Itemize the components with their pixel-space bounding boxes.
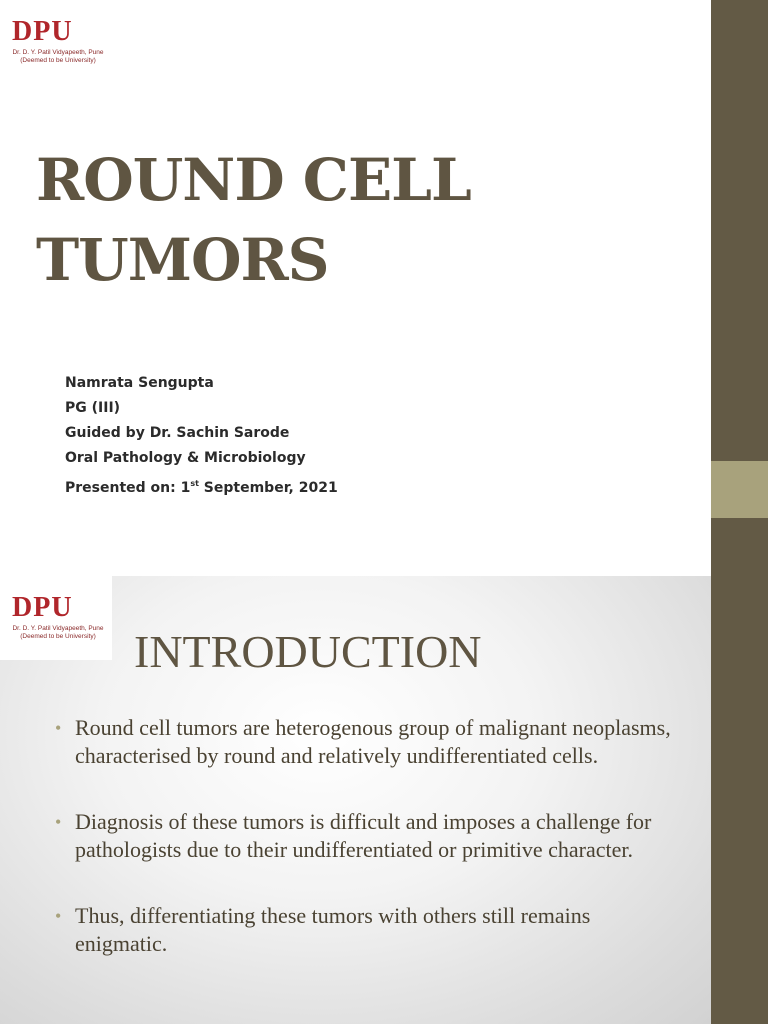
bullet-icon: • xyxy=(55,718,62,738)
bullet-text: Diagnosis of these tumors is difficult and imposes a challenge for pathologists due to their undifferentiated or primitive character. xyxy=(75,809,652,862)
presenter-level: PG (III) xyxy=(65,400,121,416)
bullet-icon: • xyxy=(55,812,62,832)
bullet-item xyxy=(55,714,675,770)
logo-mark: DPU xyxy=(12,16,73,47)
logo-line-2: (Deemed to be University) xyxy=(20,633,96,640)
dpu-logo xyxy=(0,576,112,660)
dpu-logo xyxy=(0,0,112,84)
logo-line-1: Dr. D. Y. Patil Vidyapeeth, Pune xyxy=(12,49,104,56)
date-suffix: September, 2021 xyxy=(198,480,338,496)
bullet-list xyxy=(55,714,675,958)
bullet-item xyxy=(55,808,675,864)
logo-line-1: Dr. D. Y. Patil Vidyapeeth, Pune xyxy=(12,625,104,632)
date-ordinal: st xyxy=(190,479,199,488)
slide-title: INTRODUCTION xyxy=(134,626,482,677)
presenter-info xyxy=(65,371,338,496)
introduction-slide xyxy=(0,576,711,1024)
logo-mark: DPU xyxy=(12,592,73,623)
date-prefix: Presented on: 1 xyxy=(65,480,191,496)
title-line-1: ROUND CELL xyxy=(36,146,471,214)
bullet-item xyxy=(55,902,675,958)
bullet-text: Round cell tumors are heterogenous group of malignant neoplasms, characterised by round and relatively undifferentiated cells. xyxy=(75,715,671,768)
logo-line-2: (Deemed to be University) xyxy=(20,57,96,64)
presentation-date xyxy=(65,471,338,496)
bullet-icon: • xyxy=(55,906,62,926)
title-line-2: TUMORS xyxy=(36,226,329,294)
decorative-sidebar-accent xyxy=(711,461,768,518)
bullet-text: Thus, differentiating these tumors with others still remains enigmatic. xyxy=(75,903,591,956)
presenter-department: Oral Pathology & Microbiology xyxy=(65,450,306,466)
presenter-name: Namrata Sengupta xyxy=(65,375,214,391)
slide-title xyxy=(36,140,471,300)
presenter-guide: Guided by Dr. Sachin Sarode xyxy=(65,425,290,441)
